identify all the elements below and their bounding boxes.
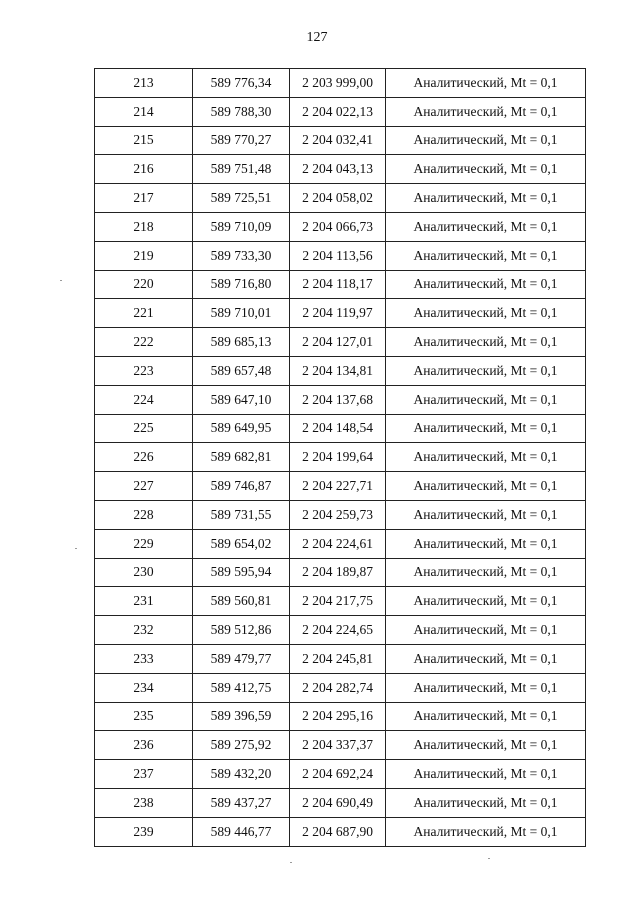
method-cell: Аналитический, Mt = 0,1 — [386, 126, 586, 155]
y-coordinate-cell: 2 204 113,56 — [290, 241, 386, 270]
x-coordinate-cell: 589 437,27 — [193, 788, 290, 817]
table-row — [95, 385, 586, 414]
y-coordinate-cell: 2 204 134,81 — [290, 356, 386, 385]
y-coordinate-cell: 2 204 282,74 — [290, 673, 386, 702]
point-number-cell: 219 — [95, 241, 193, 270]
point-number-cell: 215 — [95, 126, 193, 155]
x-coordinate-cell: 589 647,10 — [193, 385, 290, 414]
y-coordinate-cell: 2 203 999,00 — [290, 69, 386, 98]
y-coordinate-cell: 2 204 127,01 — [290, 328, 386, 357]
method-cell: Аналитический, Mt = 0,1 — [386, 644, 586, 673]
point-number-cell: 236 — [95, 731, 193, 760]
table-row — [95, 356, 586, 385]
y-coordinate-cell: 2 204 259,73 — [290, 500, 386, 529]
table-row — [95, 184, 586, 213]
x-coordinate-cell: 589 746,87 — [193, 472, 290, 501]
point-number-cell: 225 — [95, 414, 193, 443]
method-cell: Аналитический, Mt = 0,1 — [386, 356, 586, 385]
y-coordinate-cell: 2 204 022,13 — [290, 97, 386, 126]
point-number-cell: 235 — [95, 702, 193, 731]
x-coordinate-cell: 589 595,94 — [193, 558, 290, 587]
point-number-cell: 234 — [95, 673, 193, 702]
y-coordinate-cell: 2 204 224,61 — [290, 529, 386, 558]
method-cell: Аналитический, Mt = 0,1 — [386, 299, 586, 328]
point-number-cell: 237 — [95, 760, 193, 789]
table-row — [95, 69, 586, 98]
x-coordinate-cell: 589 685,13 — [193, 328, 290, 357]
y-coordinate-cell: 2 204 043,13 — [290, 155, 386, 184]
y-coordinate-cell: 2 204 224,65 — [290, 616, 386, 645]
x-coordinate-cell: 589 654,02 — [193, 529, 290, 558]
point-number-cell: 223 — [95, 356, 193, 385]
y-coordinate-cell: 2 204 245,81 — [290, 644, 386, 673]
table-row — [95, 328, 586, 357]
table-row — [95, 760, 586, 789]
x-coordinate-cell: 589 560,81 — [193, 587, 290, 616]
method-cell: Аналитический, Mt = 0,1 — [386, 443, 586, 472]
y-coordinate-cell: 2 204 692,24 — [290, 760, 386, 789]
table-row — [95, 97, 586, 126]
method-cell: Аналитический, Mt = 0,1 — [386, 212, 586, 241]
y-coordinate-cell: 2 204 687,90 — [290, 817, 386, 846]
y-coordinate-cell: 2 204 227,71 — [290, 472, 386, 501]
table-row — [95, 644, 586, 673]
x-coordinate-cell: 589 788,30 — [193, 97, 290, 126]
y-coordinate-cell: 2 204 118,17 — [290, 270, 386, 299]
coordinates-table — [94, 68, 586, 847]
table-row — [95, 817, 586, 846]
scan-speck — [75, 548, 77, 549]
x-coordinate-cell: 589 776,34 — [193, 69, 290, 98]
x-coordinate-cell: 589 716,80 — [193, 270, 290, 299]
method-cell: Аналитический, Mt = 0,1 — [386, 328, 586, 357]
y-coordinate-cell: 2 204 137,68 — [290, 385, 386, 414]
method-cell: Аналитический, Mt = 0,1 — [386, 97, 586, 126]
y-coordinate-cell: 2 204 337,37 — [290, 731, 386, 760]
method-cell: Аналитический, Mt = 0,1 — [386, 529, 586, 558]
method-cell: Аналитический, Mt = 0,1 — [386, 241, 586, 270]
x-coordinate-cell: 589 446,77 — [193, 817, 290, 846]
y-coordinate-cell: 2 204 032,41 — [290, 126, 386, 155]
scan-speck — [488, 858, 490, 859]
x-coordinate-cell: 589 733,30 — [193, 241, 290, 270]
method-cell: Аналитический, Mt = 0,1 — [386, 385, 586, 414]
table-row — [95, 587, 586, 616]
x-coordinate-cell: 589 710,09 — [193, 212, 290, 241]
table-row — [95, 529, 586, 558]
page-number: 127 — [306, 30, 328, 45]
table-row — [95, 155, 586, 184]
x-coordinate-cell: 589 770,27 — [193, 126, 290, 155]
table-row — [95, 270, 586, 299]
y-coordinate-cell: 2 204 119,97 — [290, 299, 386, 328]
y-coordinate-cell: 2 204 690,49 — [290, 788, 386, 817]
x-coordinate-cell: 589 396,59 — [193, 702, 290, 731]
table-row — [95, 788, 586, 817]
method-cell: Аналитический, Mt = 0,1 — [386, 472, 586, 501]
table-row — [95, 241, 586, 270]
x-coordinate-cell: 589 710,01 — [193, 299, 290, 328]
point-number-cell: 220 — [95, 270, 193, 299]
x-coordinate-cell: 589 751,48 — [193, 155, 290, 184]
x-coordinate-cell: 589 657,48 — [193, 356, 290, 385]
point-number-cell: 227 — [95, 472, 193, 501]
method-cell: Аналитический, Mt = 0,1 — [386, 155, 586, 184]
table-row — [95, 702, 586, 731]
method-cell: Аналитический, Mt = 0,1 — [386, 817, 586, 846]
method-cell: Аналитический, Mt = 0,1 — [386, 788, 586, 817]
point-number-cell: 229 — [95, 529, 193, 558]
table-row — [95, 673, 586, 702]
point-number-cell: 231 — [95, 587, 193, 616]
point-number-cell: 233 — [95, 644, 193, 673]
point-number-cell: 239 — [95, 817, 193, 846]
y-coordinate-cell: 2 204 189,87 — [290, 558, 386, 587]
scan-speck — [60, 280, 62, 281]
table-row — [95, 500, 586, 529]
point-number-cell: 232 — [95, 616, 193, 645]
table-row — [95, 299, 586, 328]
x-coordinate-cell: 589 682,81 — [193, 443, 290, 472]
method-cell: Аналитический, Mt = 0,1 — [386, 760, 586, 789]
y-coordinate-cell: 2 204 295,16 — [290, 702, 386, 731]
method-cell: Аналитический, Mt = 0,1 — [386, 184, 586, 213]
x-coordinate-cell: 589 479,77 — [193, 644, 290, 673]
point-number-cell: 224 — [95, 385, 193, 414]
table-row — [95, 443, 586, 472]
point-number-cell: 213 — [95, 69, 193, 98]
method-cell: Аналитический, Mt = 0,1 — [386, 587, 586, 616]
table-row — [95, 731, 586, 760]
method-cell: Аналитический, Mt = 0,1 — [386, 270, 586, 299]
table-row — [95, 414, 586, 443]
table-row — [95, 616, 586, 645]
point-number-cell: 221 — [95, 299, 193, 328]
x-coordinate-cell: 589 432,20 — [193, 760, 290, 789]
method-cell: Аналитический, Mt = 0,1 — [386, 414, 586, 443]
x-coordinate-cell: 589 512,86 — [193, 616, 290, 645]
y-coordinate-cell: 2 204 148,54 — [290, 414, 386, 443]
x-coordinate-cell: 589 725,51 — [193, 184, 290, 213]
method-cell: Аналитический, Mt = 0,1 — [386, 558, 586, 587]
x-coordinate-cell: 589 731,55 — [193, 500, 290, 529]
y-coordinate-cell: 2 204 217,75 — [290, 587, 386, 616]
method-cell: Аналитический, Mt = 0,1 — [386, 69, 586, 98]
point-number-cell: 226 — [95, 443, 193, 472]
point-number-cell: 216 — [95, 155, 193, 184]
point-number-cell: 228 — [95, 500, 193, 529]
y-coordinate-cell: 2 204 058,02 — [290, 184, 386, 213]
y-coordinate-cell: 2 204 066,73 — [290, 212, 386, 241]
table-row — [95, 472, 586, 501]
point-number-cell: 218 — [95, 212, 193, 241]
x-coordinate-cell: 589 649,95 — [193, 414, 290, 443]
point-number-cell: 214 — [95, 97, 193, 126]
x-coordinate-cell: 589 412,75 — [193, 673, 290, 702]
point-number-cell: 222 — [95, 328, 193, 357]
point-number-cell: 230 — [95, 558, 193, 587]
point-number-cell: 238 — [95, 788, 193, 817]
method-cell: Аналитический, Mt = 0,1 — [386, 673, 586, 702]
method-cell: Аналитический, Mt = 0,1 — [386, 500, 586, 529]
point-number-cell: 217 — [95, 184, 193, 213]
y-coordinate-cell: 2 204 199,64 — [290, 443, 386, 472]
table-row — [95, 558, 586, 587]
method-cell: Аналитический, Mt = 0,1 — [386, 731, 586, 760]
scan-speck — [290, 862, 292, 863]
coordinates-table-body — [95, 69, 586, 847]
table-row — [95, 126, 586, 155]
method-cell: Аналитический, Mt = 0,1 — [386, 702, 586, 731]
x-coordinate-cell: 589 275,92 — [193, 731, 290, 760]
method-cell: Аналитический, Mt = 0,1 — [386, 616, 586, 645]
table-row — [95, 212, 586, 241]
